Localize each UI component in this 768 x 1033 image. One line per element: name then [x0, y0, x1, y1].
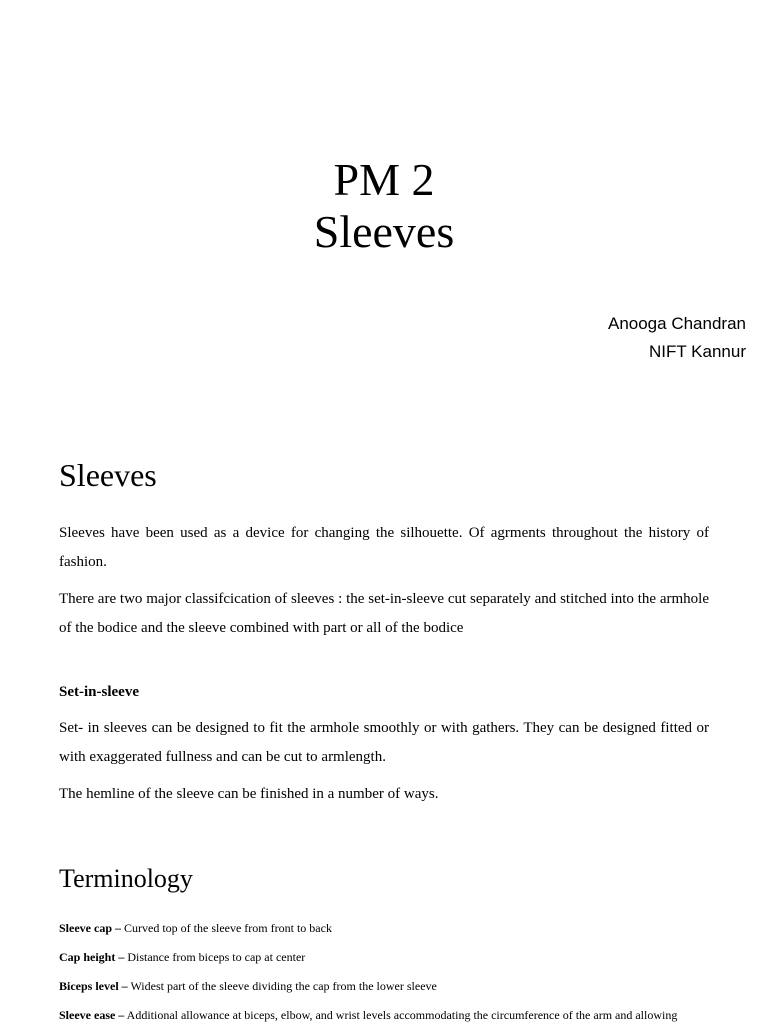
- title-block: [0, 154, 768, 258]
- term-name: Sleeve ease –: [59, 1008, 125, 1022]
- term-item: [59, 946, 724, 975]
- title-line-2: Sleeves: [313, 206, 455, 257]
- term-name: Sleeve cap –: [59, 921, 121, 935]
- term-item: [59, 1004, 724, 1033]
- sleeves-paragraph-1: Sleeves have been used as a device for changing the silhouette. Of agrments throughout the history of fashion.: [59, 525, 709, 570]
- set-in-sleeve-paragraph-1: Set- in sleeves can be designed to fit the armhole smoothly or with gathers. They can be designed fitted or with exaggerated fullness and can be cut to armlength.: [59, 720, 709, 765]
- sleeves-heading: Sleeves: [59, 457, 157, 493]
- set-in-sleeve-paragraph-2: The hemline of the sleeve can be finished in a number of ways.: [59, 786, 439, 802]
- author-name: Anooga Chandran: [607, 314, 746, 333]
- sleeves-paragraph-2: There are two major classifcication of sleeves : the set-in-sleeve cut separately and stitched into the armhole of the bodice and the sleeve combined with part or all of the bodice: [59, 591, 709, 636]
- term-definition: Distance from biceps to cap at center: [124, 950, 306, 964]
- title-line-1: PM 2: [333, 154, 435, 205]
- term-definition: Additional allowance at biceps, elbow, and wrist levels accommodating the circumference of the arm and allowing: [124, 1008, 678, 1022]
- author-institution: NIFT Kannur: [648, 342, 746, 361]
- term-definition: Curved top of the sleeve from front to back: [121, 921, 332, 935]
- term-name: Cap height –: [59, 950, 125, 964]
- set-in-sleeve-heading: Set-in-sleeve: [59, 684, 139, 700]
- term-item: [59, 917, 724, 946]
- terminology-list: [59, 917, 724, 1033]
- term-item: [59, 975, 724, 1004]
- author-block: [608, 310, 746, 366]
- term-definition: Widest part of the sleeve dividing the cap from the lower sleeve: [127, 979, 437, 993]
- terminology-heading: Terminology: [59, 864, 193, 893]
- term-name: Biceps level –: [59, 979, 128, 993]
